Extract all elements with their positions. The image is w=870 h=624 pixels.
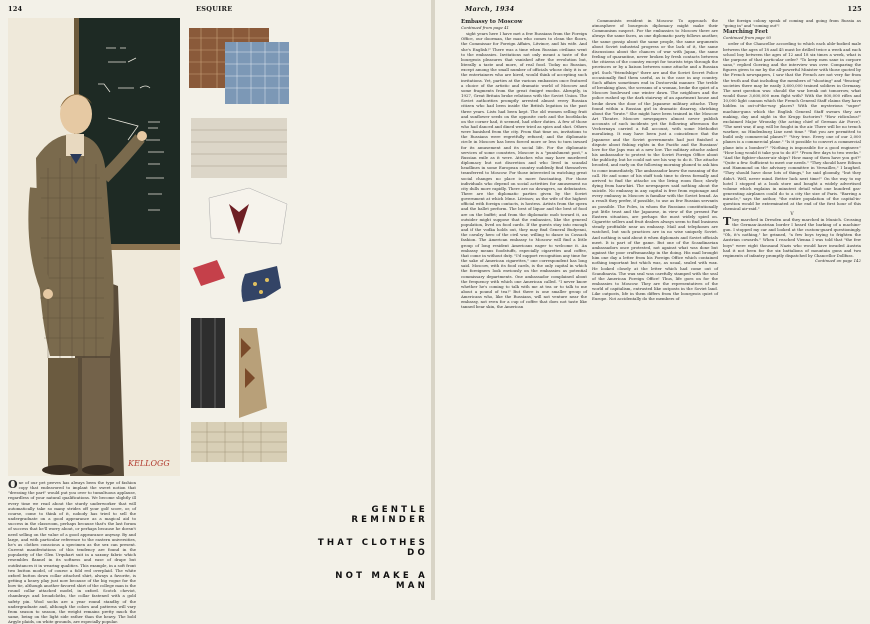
embassy-body-text: sight years here I have met a few Russians from the Foreign Office, our doorman, the man who comes to clean the floors, the Commissar for Foreign Affairs, Litvinov, and his wife. And she's English!" There was a time when Russian civilians went to the embassies. Invitations not only meant a taste of the bourgeois pleasures that vanished after the revolution but, literally a taste and more, of real food. Today no Russian, except among the small number of officials whose duty it is or the entertainers who are hired, would think of accepting such invitations. Yet, parties at the various embassies once featured a choice of the artistic and dramatic world of Moscow and some fragments from the great émigré exodus. Abruptly, in 1927, Great Britain broke relations with the Soviet Union. The Soviet authorities promptly arrested almost every Russian citizen who had been inside the British legation in the past three years. Lists had been kept. The old women selling fruit and sunflower seeds on the opposite curb and the bootblacks on the corner had, it seemed, had other duties. A few of those who had danced and dined were tried as spies and shot. Others were banished from the city. From that time on, invitations to the Russians were regretfully refused; and the diplomatic circle in Moscow has been forced more or less to turn inward for its amusement and its social life. For the diplomatic services of some countries, Moscow is a "punishment post," a Russian exile as it were. Attaches who may have murdered diplomacy but not discretion and who lived in scandal headlines in some European country suddenly find themselves transferred to Moscow. For those interested in watching great social changes no place is more fascinating. For those individuals who depend on social activities for amusement no city dulls more rapidly. There are no dowagers, no debutantes. There are the diplomatic parties given by the Soviet government at which Mme. Litvinov, as the wife of the highest official with foreign contacts, is hostess. Artists from the opera and the ballet perform. The best of liquor and the best of food are on the buffet; and from the diplomatic mob toward it, an outsider might suppose that the embassies, like the general population, lived on food cards. If the guests stay into enough and if the vodka holds out, they may find General Budyenni, the cavalry hero of the civil war, willing to dance in Cossack fashion. The American embassy to Moscow will find a little group of long resident Americans eager to welcome it. An embassy means foodstuffs, especially cigarettes and coffee, that come in without duty. "I'd support recognition any time for the sake of American cigarettes," one correspondent has long said. Moscow, with its food cards, is the only capital in which the foreigners look enviously on the embassies as potential commissary departments. One ambassador complained about the frequency with which one American called. "I never know whether he's coming to talk with me at tea or to talk to me about a pound of tea!" But there is one smaller group of Americans who, like the Russians, will not venture near the embassy, not even for a cup of coffee that does not taste like tanned bear skin, the American [461,31,587,310]
masthead: ESQUIRE [196,5,233,13]
continued-note: Continued on page 142 [814,258,861,264]
page-number-left: 124 [8,5,23,13]
right-column-1 [461,18,587,594]
headline-line-1: GENTLE REMINDER [351,505,428,525]
marching-body-text-2: They marched in Dresden and they marched in Munich. Crossing the German-Austrian border I heard the barking of a machine-gun. I stopped my car and looked at the custom-guard questioningly. "Oh, it's nothing," he grinned, "a few boys trying to frighten the Austrian cowards." When I reached Vienna I was told that "the few boys" were eight thousand Nazis who would have invaded Austria had it not been for the six battalions of mountain guns and two regiments of infantry promptly dispatched by Chancellor Dollfuss. [723,214,861,258]
right-column-3 [723,18,861,594]
right-page [435,0,870,600]
left-body-text: One of our pet peeves has always been the type of fashion copy that endeavored to implant the sweet notion that "dressing the part" would put you over to tumultuous applause, regardless of your natural qualifications. We become slightly ill every time we read about the sturdy underworker that will automatically take so many strides off your golf score, or, of course, come to think of it, nobody has tried to sell the undergraduate on a good appearance as a magical aid to success in the classroom, perhaps because that's the last forum of success that he'll worry about, or perhaps because he doesn't need selling on the value of a good appearance anyway. By and large, and with particular reference to the eastern universities, he's as clothes conscious a specimen as the sex can present. Current manifestations of this tendency are found in the popularity of the Glen Urquhart suit in a saxony fabric which resembles flannel in its softness and ease of drape but outdistances it in wearing qualities. This example, in a soft front two button model, of course a fold red overplaid. The white oxford button down collar attached shirt, always a favorite, is getting a heavy play just now because of the big vogue for the bow tie, although another favored shirt of the college man is the round collar attached model, in oxford. Scotch cheviot, chambrays and broadcloths, the collar fastened with a gold safety pin. Wool socks are a year round standby of the undergraduate and, although the colors and patterns will vary from season to season, the weight remains pretty much the same, being on the light side rather than the heavy. The bold Argyle plaids, on white grounds, are especially popular. [8,478,136,624]
article-subtitle-embassy: Continued from page 41 [461,25,510,30]
left-column-1 [8,478,136,624]
illustration-signature: KELLOGG [128,459,170,468]
issue-date: March, 1934 [465,5,515,13]
man-at-blackboard-illustration [8,18,180,476]
article-subtitle-marching: Continued from page 93 [723,35,772,41]
embassy-body-continued: Communists resident in Moscow. To approach the atmosphere of bourgeois diplomacy might make their Communism suspect. For the embassies to Moscow there are always the same faces, as one diplomatic party follows another, the same gossip about the same people, the same arguments about Soviet industrial progress or the lack of it, the same discussions about the chances of war with Japan, the same feeling of quarantine, never broken by fresh contacts between the citizens of the country except for tourists trips through the provinces or by a liaison between some attache and a Russian girl. Such "friendships" there are and the Soviet Secret Police occasionally find them useful, as is the case in any country. Such affairs sometimes end in Dostoevski manner. The treble of breaking glass, the screams of a woman, broke the quiet of a Moscow boulevard one winter dawn. The neighbors and the police rushed up the dark stairway of an apartment house and broke down the door of the Japanese military attache. They found within a Russian girl in dramatic disarray, shrieking about the "brute." She might have been trained in the Moscow Art Theatre. Moscow newspapers almost never publish accounts of such incidents yet the following afternoon the Vechernaya carried a full account, with some Methodist moralizing. It may have been just a coincidence that the Japanese and the Soviet governments had just finished a dispute about fishing rights in the Pacific and the Russians' love for the Japs was at a new low. The military attache asked his ambassador to protest to the Soviet Foreign Office about the publicity, but he could not see his way to do it. The attache brooded, and early on the following morning phoned to ask him to come immediately. The ambassador knew the meaning of the call. He and some of his staff took time to dress formally and arrived to find the attache on the living room floor, slowly dying from hara-kiri. The newspapers said nothing about the suicide. No embassy in any capital is free from espionage and every embassy in Moscow is familiar with the Soviet brand. As a result they prefer, if possible, to use as few Russian servants as possible. The Poles, in whom the Russians constitutionally put little trust and the Japanese, in view of the present Far Eastern situation, are perhaps the most widely spied on. Cigarette sellers and fruit dealers always seem to find business steady profitable near an embassy. Mail and telephones are watched, but such practices are in no wise uniquely Soviet. And nothing is said about it when diplomats and Soviet officials meet. It is part of the game. But one of the Scandinavian ambassadors once protested, not against what was done but against the poor craftsmanship in the doing. His mail brought him one day a letter from his Foreign Office which contained nothing important but which was, as usual, sealed with wax. He looked closely at the letter which had come out of Scandinavia. The wax seal was carefully stamped with the seal of the American Foreign Office! Thus, life goes on for the embassies to Moscow. They are the representatives of the world of capitalism, entrusted like outposts in the Soviet land. Like outposts, life in them differs from the bourgeois quiet of Europe. Not accidentally do the members of [592,18,718,302]
embassy-body-end: the foreign colony speak of coming and going from Russia as "going in" and "coming out"! [723,18,861,29]
headline-line-2: THAT CLOTHES DO [317,538,428,558]
marching-body-text: order of the Chancellor according to which each able-bodied male between the ages of 18 and 45 must be drilled twice a week and each school boy between the ages of 12 and 18 six times a week, what is the purpose of that particular order? "To keep men sane in corpore sano," replied Goering and the interview was over. Comparing the figures given to me by the all-powerful Minister with those quoted by the French newspapers, I saw that the French are not very far from the truth and that including the members of "shooting" and "fencing" societies there may be easily 3,600,000 trained soldiers in Germany. The next question was: should the war break out tomorrow, what would those 3,600,000 men fight with? With the 800,000 rifles and 10,000 light cannon which the French General Staff claims they have hidden in out-of-the-way places? With the mysterious "super" machine-guns which the English General Staff swears they are making, day and night in the Krupp factories? "How ridiculous!" exclaimed Major Wronsky (the acting chief of German Air Force). "The next war, if any, will be fought in the air. There will be no trench warfare, no Hindenburg Line next time." "But you are permitted to build only commercial planes?" "Very true. Every one of our 2,000 planes is a commercial plane." "Is it possible to convert a commercial plane into a bomber?" "Nothing is impossible for a good engineer." "How long would it take you to do it?" "From five days to two weeks." "And the fighter-chaser-air ships? How many of them have you got?" "Quite a few. Sufficient to meet our needs." "They should have Edison and Hammond on the advisory committee in Versailles," I laughed. "They should have done lots of things," he said gloomily, "but they didn't. Well, never mind. Better luck next time!" On the way to my hotel I stopped at a book store and bought a widely advertised volume which explains in minutest detail what one hundred gas-generating airplanes could do to a city the size of Paris. "Barring a miracle," says the author, "the entire population of the capital-in-question would be exterminated at the end of the first hour of this chemical air-raid." [723,41,861,212]
section-numeral: V [790,211,794,217]
article-title-marching: Marching Feet [723,29,768,36]
right-column-2 [592,18,718,594]
page-number-right: 125 [847,5,862,13]
accessories-collage [185,18,293,476]
article-title-embassy: Embassy to Moscow [461,19,523,25]
headline-line-3: NOT MAKE A MAN [335,571,428,591]
left-page [0,0,431,624]
